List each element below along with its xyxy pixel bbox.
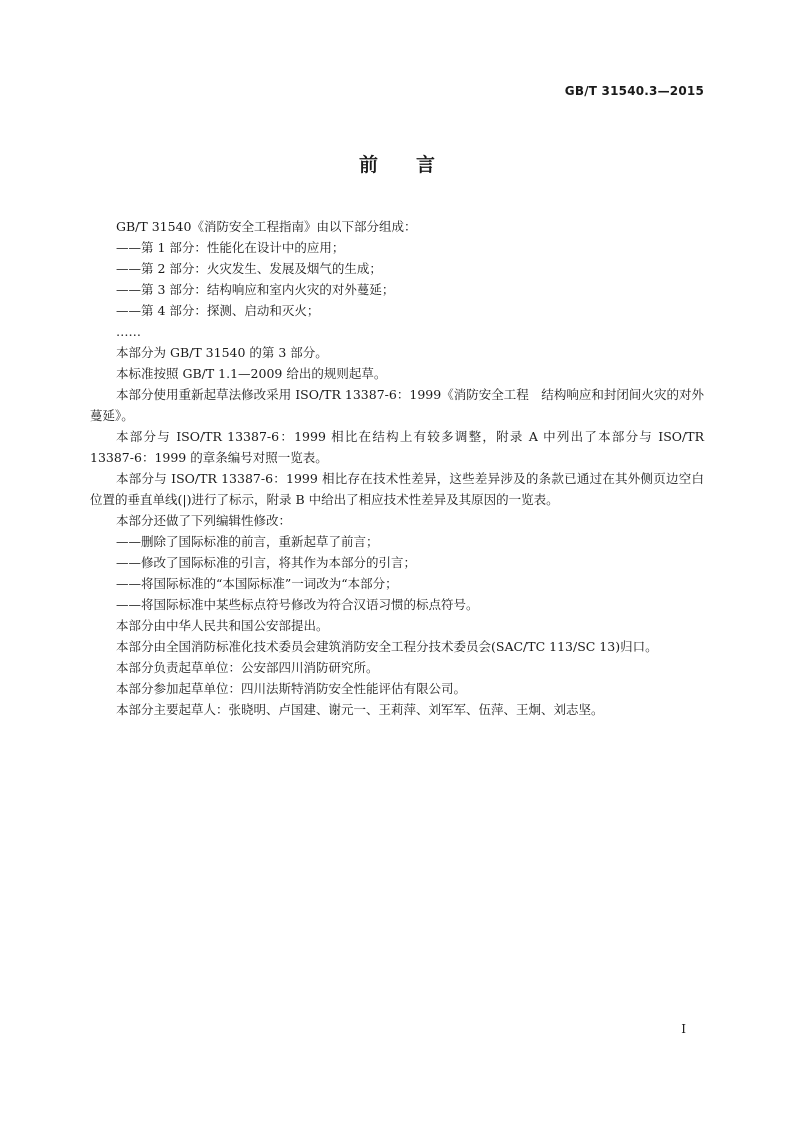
list-item-part-4: ——第 4 部分：探测、启动和灭火； bbox=[116, 303, 320, 318]
page-number: I bbox=[681, 1022, 686, 1036]
paragraph-intro: GB/T 31540《消防安全工程指南》由以下部分组成： bbox=[116, 219, 417, 234]
list-item-part-3: ——第 3 部分：结构响应和室内火灾的对外蔓延； bbox=[116, 282, 395, 297]
paragraph-editorial-intro: 本部分还做了下列编辑性修改： bbox=[116, 513, 292, 528]
page-title: 前言 bbox=[358, 154, 473, 176]
paragraph-participating-unit: 本部分参加起草单位：四川法斯特消防安全性能评估有限公司。 bbox=[116, 681, 467, 696]
list-item-edit-1: ——删除了国际标准的前言，重新起草了前言； bbox=[116, 534, 379, 549]
list-item-part-2: ——第 2 部分：火灾发生、发展及烟气的生成； bbox=[116, 261, 382, 276]
foreword-body bbox=[90, 216, 704, 720]
list-item-part-1: ——第 1 部分：性能化在设计中的应用； bbox=[116, 240, 345, 255]
paragraph-responsible-unit: 本部分负责起草单位：公安部四川消防研究所。 bbox=[116, 660, 379, 675]
list-item-edit-4: ——将国际标准中某些标点符号修改为符合汉语习惯的标点符号。 bbox=[116, 597, 479, 612]
paragraph-adoption: 本部分使用重新起草法修改采用 ISO/TR 13387-6：1999《消防安全工程 结构响应和封闭间火灾的对外蔓延》。 bbox=[90, 387, 704, 423]
paragraph-drafters: 本部分主要起草人：张晓明、卢国建、谢元一、王莉萍、刘军军、伍萍、王炯、刘志坚。 bbox=[116, 702, 604, 717]
list-ellipsis: …… bbox=[116, 324, 141, 339]
paragraph-structure-changes: 本部分与 ISO/TR 13387-6：1999 相比在结构上有较多调整，附录 A 中列出了本部分与 ISO/TR 13387-6：1999 的章条编号对照一览表。 bbox=[90, 429, 704, 465]
paragraph-part-statement: 本部分为 GB/T 31540 的第 3 部分。 bbox=[116, 345, 328, 360]
list-item-edit-3: ——将国际标准的“本国际标准”一词改为“本部分； bbox=[116, 576, 398, 591]
paragraph-proposer: 本部分由中华人民共和国公安部提出。 bbox=[116, 618, 329, 633]
paragraph-technical-differences: 本部分与 ISO/TR 13387-6：1999 相比存在技术性差异，这些差异涉及的条款已通过在其外侧页边空白位置的垂直单线(|)进行了标示，附录 B 中给出了相应技术性差异及其原因的一览表。 bbox=[90, 471, 704, 507]
paragraph-committee: 本部分由全国消防标准化技术委员会建筑消防安全工程分技术委员会(SAC/TC 113/SC 13)归口。 bbox=[116, 639, 658, 654]
standard-code: GB/T 31540.3—2015 bbox=[564, 84, 704, 98]
list-item-edit-2: ——修改了国际标准的引言，将其作为本部分的引言； bbox=[116, 555, 417, 570]
paragraph-drafting-rules: 本标准按照 GB/T 1.1—2009 给出的规则起草。 bbox=[116, 366, 387, 381]
